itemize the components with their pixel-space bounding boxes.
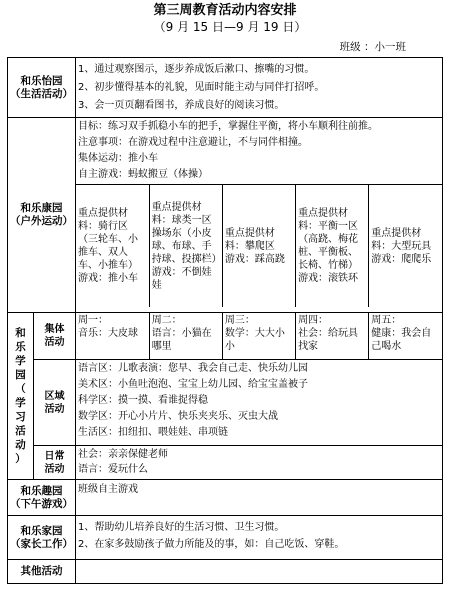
section-study-name — [15, 326, 27, 466]
area-line: 科学区：摸一摸、看谁捉得稳 — [78, 395, 208, 406]
area-line: 美术区：小鱼吐泡泡、宝宝上幼儿园、给宝宝盖被子 — [78, 379, 308, 390]
day-content: 社会：给玩具找家 — [298, 328, 359, 352]
family-line: 2、在家多鼓励孩子做力所能及的事，如：自己吃饭、穿鞋。 — [78, 539, 345, 550]
study-char: 学 — [15, 397, 26, 409]
study-char: 园 — [15, 369, 26, 381]
daily-label — [34, 446, 76, 480]
section-family-type: （家长工作） — [10, 537, 73, 550]
other-content — [76, 560, 443, 584]
collective-label-l2: 活动 — [44, 337, 65, 348]
row-collective — [8, 313, 443, 360]
day-label: 周一： — [78, 315, 108, 326]
outdoor-area-game: 游戏：踩高跷 — [224, 253, 285, 265]
daily-content — [76, 446, 443, 480]
outdoor-area-text: 重点提供材料：球类一区操场东（小皮球、布球、手持球、投掷栏） — [151, 201, 222, 265]
area-line: 数学区：开心小片片、快乐夹夹乐、灭虫大战 — [78, 411, 278, 422]
section-afternoon-name: 和乐趣园 — [20, 484, 63, 497]
section-family — [8, 516, 76, 560]
outdoor-area — [222, 185, 295, 307]
day-label: 周四： — [298, 315, 329, 326]
life-content — [76, 58, 443, 118]
row-area — [8, 360, 443, 446]
life-line: 2、初步懂得基本的礼貌，见面时能主动与同伴打招呼。 — [78, 82, 325, 93]
day-content: 音乐：大皮球 — [78, 328, 138, 339]
day-label: 周五： — [371, 315, 402, 326]
date-range: （9 月 15 日—9 月 19 日） — [153, 20, 307, 34]
family-line: 1、帮助幼儿培养良好的生活习惯、卫生习惯。 — [78, 522, 285, 533]
page-title: 第三周教育活动内容安排 — [153, 3, 297, 18]
study-char: 和 — [15, 327, 26, 339]
row-life — [8, 58, 443, 118]
area-line: 生活区：扣纽扣、喂娃娃、串项链 — [78, 427, 228, 438]
outdoor-area-game: 游戏：不倒娃娃 — [151, 266, 212, 291]
outdoor-area-game: 游戏：滚铁环 — [298, 273, 359, 284]
study-char: ） — [15, 453, 26, 465]
section-other-name: 其他活动 — [20, 565, 63, 577]
life-line: 3、会一页页翻看图书，养成良好的阅读习惯。 — [78, 100, 285, 111]
study-char: 乐 — [15, 341, 26, 353]
study-char: 活 — [15, 425, 26, 437]
daily-line: 语言：爱玩什么 — [78, 464, 148, 475]
section-outdoor-name: 和乐康园 — [20, 202, 63, 214]
area-label-l2: 活动 — [44, 403, 65, 415]
outdoor-area — [296, 185, 369, 307]
afternoon-text: 班级自主游戏 — [78, 484, 138, 495]
row-outdoor — [8, 118, 443, 313]
area-content — [76, 360, 443, 446]
area-line: 语言区：儿歌表演：您早、我会自己走、快乐幼儿园 — [78, 363, 308, 374]
outdoor-group-sport: 集体运动：推小车 — [78, 153, 158, 164]
day-label: 周三： — [224, 315, 255, 326]
outdoor-area — [369, 185, 442, 307]
outdoor-goal: 目标：练习双手抓稳小车的把手，掌握住平衡，将小车顺利往前推。 — [78, 121, 378, 132]
section-study — [8, 313, 34, 480]
section-outdoor-type: （户外运动） — [10, 215, 73, 227]
collective-day — [369, 313, 442, 359]
row-afternoon — [8, 480, 443, 516]
study-char: （ — [15, 383, 26, 395]
row-daily — [8, 446, 443, 480]
outdoor-notice: 注意事项：在游戏过程中注意避让，不与同伴相撞。 — [78, 137, 308, 148]
daily-label-l1: 日常 — [44, 450, 65, 462]
day-content: 健康：我会自己喝水 — [371, 328, 432, 352]
section-afternoon — [8, 480, 76, 516]
area-label — [34, 360, 76, 446]
class-label: 班级 ：小一班 — [339, 41, 406, 53]
outdoor-area — [149, 185, 222, 307]
day-label: 周二： — [151, 315, 182, 326]
outdoor-content — [76, 118, 443, 313]
collective-day — [149, 313, 222, 359]
section-life — [8, 58, 76, 118]
study-char: 习 — [15, 411, 26, 423]
collective-content — [76, 313, 443, 360]
outdoor-area-text: 重点提供材料：攀爬区 — [224, 227, 275, 252]
outdoor-free-play: 自主游戏：蚂蚁搬豆（体操） — [78, 169, 208, 180]
row-family — [8, 516, 443, 560]
family-content — [76, 516, 443, 560]
area-label-l1: 区域 — [44, 390, 65, 402]
outdoor-materials — [76, 185, 442, 307]
outdoor-area — [76, 185, 149, 307]
collective-label — [34, 313, 76, 360]
afternoon-content — [76, 480, 443, 516]
outdoor-area-text: 重点提供材料：平衡一区（高跷、梅花桩、平衡板、长椅、竹梯） — [298, 208, 359, 271]
daily-label-l2: 活动 — [44, 463, 65, 475]
row-other — [8, 560, 443, 584]
section-life-name: 和乐怡园 — [20, 74, 63, 87]
collective-day — [76, 313, 149, 359]
section-outdoor — [8, 118, 76, 313]
collective-day — [222, 313, 295, 359]
section-other — [8, 560, 76, 584]
daily-line: 社会：亲亲保健老师 — [78, 449, 168, 460]
outdoor-area-text: 重点提供材料：大型玩具 — [371, 227, 432, 252]
collective-day — [296, 313, 369, 359]
outdoor-area-game: 游戏：推小车 — [78, 273, 138, 284]
collective-label-l1: 集体 — [44, 324, 65, 335]
schedule-table — [7, 57, 443, 584]
day-content: 数学：大大小小 — [224, 328, 285, 352]
collective-days — [76, 313, 442, 359]
section-life-type: （生活活动） — [10, 87, 73, 100]
section-family-name: 和乐家园 — [20, 524, 63, 537]
section-afternoon-type: （下午游戏） — [10, 497, 73, 510]
study-char: 学 — [15, 355, 26, 367]
life-line: 1、通过观察图示，逐步养成饭后漱口、擦嘴的习惯。 — [78, 64, 315, 75]
day-content: 语言：小猫在哪里 — [151, 328, 212, 352]
outdoor-area-text: 重点提供材料：骑行区（三轮车、小推车、双人车、小推车） — [78, 208, 138, 271]
outdoor-area-game: 游戏：爬爬乐 — [371, 253, 432, 265]
study-char: 动 — [15, 439, 26, 451]
